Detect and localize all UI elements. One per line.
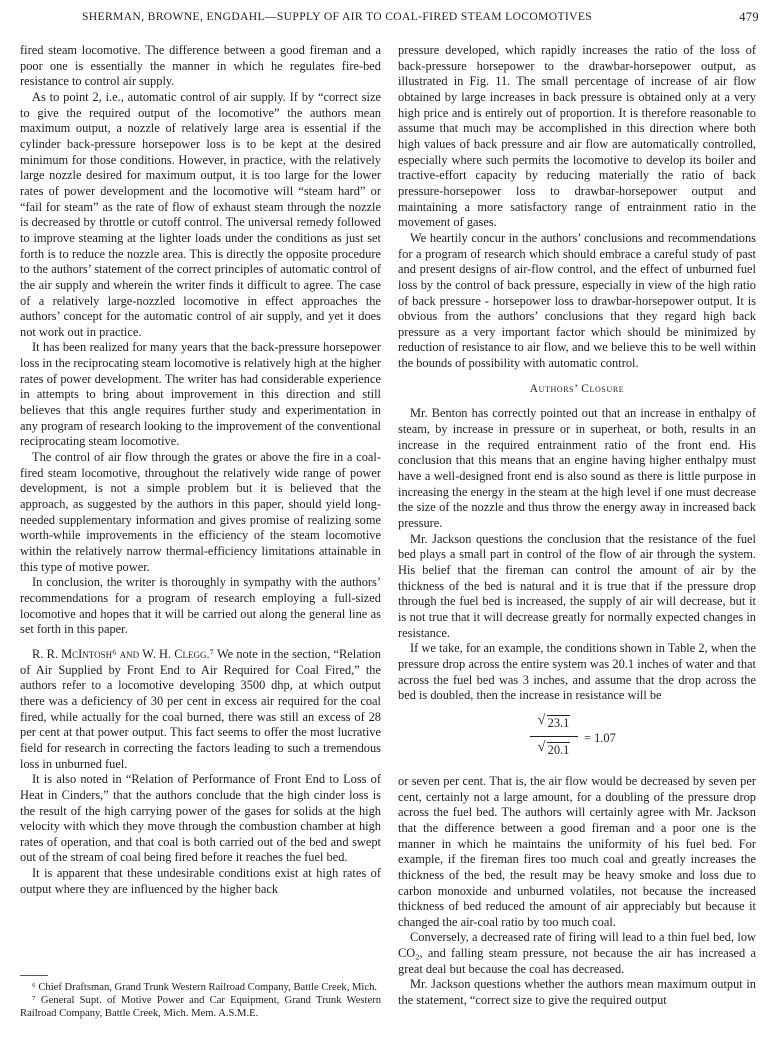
paragraph: We heartily concur in the authors’ conclusions and recommendations for a program of research which should embrace a careful study of past and present designs of air-flow control, and the effect of unburned fuel loss by the control of back pressure, especially in view of the high ratio of back pressure - horsepower loss to drawbar-horsepower output. It is obvious from the authors’ conclusions that they regard high back pressure as a very important factor which should be minimized by reduction of resistance to air flow, and we believe this to be well within the bounds of possibility with automatic control. <box>398 230 756 371</box>
footnote: ⁷ General Supt. of Motive Power and Car Equipment, Grand Trunk Western Railroad Company, Battle Creek, Mich. Mem. A.S.M.E. <box>20 995 381 1019</box>
paragraph: It is also noted in “Relation of Performance of Front End to Loss of Heat in Cinders,” that the authors conclude that the high cinder loss is the result of the high carrying power of the gases for solids at the high velocity with which they move through the combustion chamber at high rates of operation, and that coal is both carried out of the bed and swept out of the stream of coal being fired before it reaches the fuel bed. <box>20 772 381 865</box>
page-number: 479 <box>739 10 759 24</box>
discussant-names: R. R. McIntosh⁶ and W. H. Clegg.⁷ <box>32 646 214 661</box>
footnote-rule <box>20 975 48 976</box>
denominator-value: 20.1 <box>547 742 570 757</box>
paragraph: fired steam locomotive. The difference between a good fireman and a poor one is essentially the manner in which he regulates fire-bed resistance to control air supply. <box>20 43 381 89</box>
running-header <box>20 10 761 32</box>
paragraph: or seven per cent. That is, the air flow would be decreased by seven per cent, certainly not a large amount, for a doubling of the pressure drop across the fuel bed. The authors will certainly agree with Mr. Jackson that the difference between a good fireman and a poor one is the manner in which he maintains the uniformity of his fuel bed. For example, if the fireman fires too much coal and greatly increases the thickness of the bed, the result may be heavy smoke and loss due to carbon monoxide and unburned volatiles, not because the increased thickness of bed reduced the amount of air appreciably but because it changed the air-coal ratio by too much coal. <box>398 773 756 929</box>
equation <box>398 708 756 770</box>
right-column <box>398 43 756 1009</box>
paragraph: Conversely, a decreased rate of firing will lead to a thin fuel bed, low CO₂, and falling steam pressure, not because the air has increased a great deal but because the coal has decreased. <box>398 930 756 976</box>
paragraph-text: We note in the section, “Relation of Air Supplied by Front End to Air Required for Coal Fired,” the authors refer to a locomotive developing 3500 dhp, at which output there was a deficiency of 30 per cent in excess air required for the coal fired, while actually for the coal burned, there was still an excess of 28 per cent at that power output. This fact seems to offer the most lucrative field for research in correcting the factors leading to such a tremendous loss in unburned fuel. <box>20 646 381 771</box>
paragraph: It is apparent that these undesirable conditions exist at high rates of output where they are influenced by the higher back <box>20 866 381 896</box>
discussion-paragraph <box>20 647 381 772</box>
paragraph: The control of air flow through the grates or above the fire in a coal-fired steam locomotive, throughout the relatively wide range of power development, is not a simple problem but it is believed that the approach, as suggested by the authors in this paper, should yield long-needed supplementary information and gives promise of realizing some worth-while improvements in the efficiency of the steam locomotive within the relatively narrow thermal-efficiency limitations attainable in this type of motive power. <box>20 450 381 574</box>
equation-result: = 1.07 <box>584 730 616 745</box>
paragraph: It has been realized for many years that the back-pressure horsepower loss in the reciprocating steam locomotive is relatively high at the higher rates of power development. The writer has had considerable experience in attempts to bring about improvement in this direction and still believes that this angle requires further study and experimentation in any program of research looking to the improvement of the conventional reciprocating steam locomotive. <box>20 340 381 449</box>
equation-fraction <box>530 712 578 761</box>
paragraph: Mr. Benton has correctly pointed out that an increase in enthalpy of steam, by increase in pressure or in superheat, or both, results in an increase in the required entrainment ratio of the front end. His conclusion that this means that an engine having higher enthalpy must have a well-designed front end is also sound as there is little purpose in increasing the energy in the steam at the high level if one must decrease the size of the nozzle and thus throw the energy away in increased back pressure. <box>398 406 756 531</box>
paragraph: If we take, for an example, the conditions shown in Table 2, when the pressure drop across the entire system was 20.1 inches of water and that across the fuel bed was 3 inches, and assume that the drop across the bed is doubled, then the increase in resistance will be <box>398 641 756 703</box>
paragraph: Mr. Jackson questions the conclusion that the resistance of the fuel bed plays a small part in control of the flow of air through the system. His belief that the fireman can control the amount of air by the thickness of the bed is natural and it is true that if the pressure drop through the fuel bed is increased, the supply of air will decrease, but it is not true that it will decrease greatly for normally expected changes in resistance. <box>398 531 756 640</box>
paragraph: Mr. Jackson questions whether the authors mean maximum output in the statement, “correct size to give the required output <box>398 977 756 1008</box>
numerator-value: 23.1 <box>547 715 570 730</box>
paragraph: pressure developed, which rapidly increases the ratio of the loss of back-pressure horsepower to the drawbar-horsepower output, as illustrated in Fig. 11. The small percentage of increase of air flow obtained by large increases in back pressure is obtained only at a very high price and is entirely out of proportion. It is therefore reasonable to assume that much may be accomplished in this direction where both high values of back pressure and air flow are automatically controlled, especially where such permits the locomotive to develop its boiler and tractive-effort capacity by reducing materially the ratio of back pressure-horsepower loss to drawbar-horsepower output and maintaining a more satisfactory range of entrainment ratio in the movement of gases. <box>398 43 756 230</box>
running-title: SHERMAN, BROWNE, ENGDAHL—SUPPLY OF AIR TO COAL-FIRED STEAM LOCOMOTIVES <box>82 10 593 23</box>
section-heading: Authors’ Closure <box>529 382 625 395</box>
left-column <box>20 43 381 897</box>
equation-numerator: √ 23.1 <box>537 712 570 730</box>
footnotes <box>20 975 381 1020</box>
equation-denominator: √ 20.1 <box>537 739 570 757</box>
paragraph: As to point 2, i.e., automatic control of air supply. If by “correct size to give the required output of the locomotive” the authors mean maximum output, a nozzle of relatively large area is essential if the cylinder back-pressure horsepower loss is to be kept at the desired minimum for those conditions. However, in practice, with the relatively large nozzle desired for maximum output, it is too large for the lower rates of power development and the locomotive will “steam hard” or “fail for steam” as the rate of flow of exhaust steam through the nozzle is decreased by throttle or cutoff control. The universal remedy followed to improve steaming at the lighter loads under the conditions as just set forth is to reduce the nozzle area. This is directly the opposite procedure to the authors’ statement of the correct principles of automatic control of the air supply and wherein the writer finds it difficult to agree. The case of a relatively large-nozzled locomotive in effect approaches the authors’ concept for the automatic control of air supply, and yet it does not work out in practice. <box>20 89 381 339</box>
footnote: ⁶ Chief Draftsman, Grand Trunk Western Railroad Company, Battle Creek, Mich. <box>32 982 378 993</box>
paragraph: In conclusion, the writer is thoroughly in sympathy with the authors’ recommendations for a program of research employing a full-sized locomotive and hopes that it will be carried out along the general line as set forth in this paper. <box>20 575 381 637</box>
